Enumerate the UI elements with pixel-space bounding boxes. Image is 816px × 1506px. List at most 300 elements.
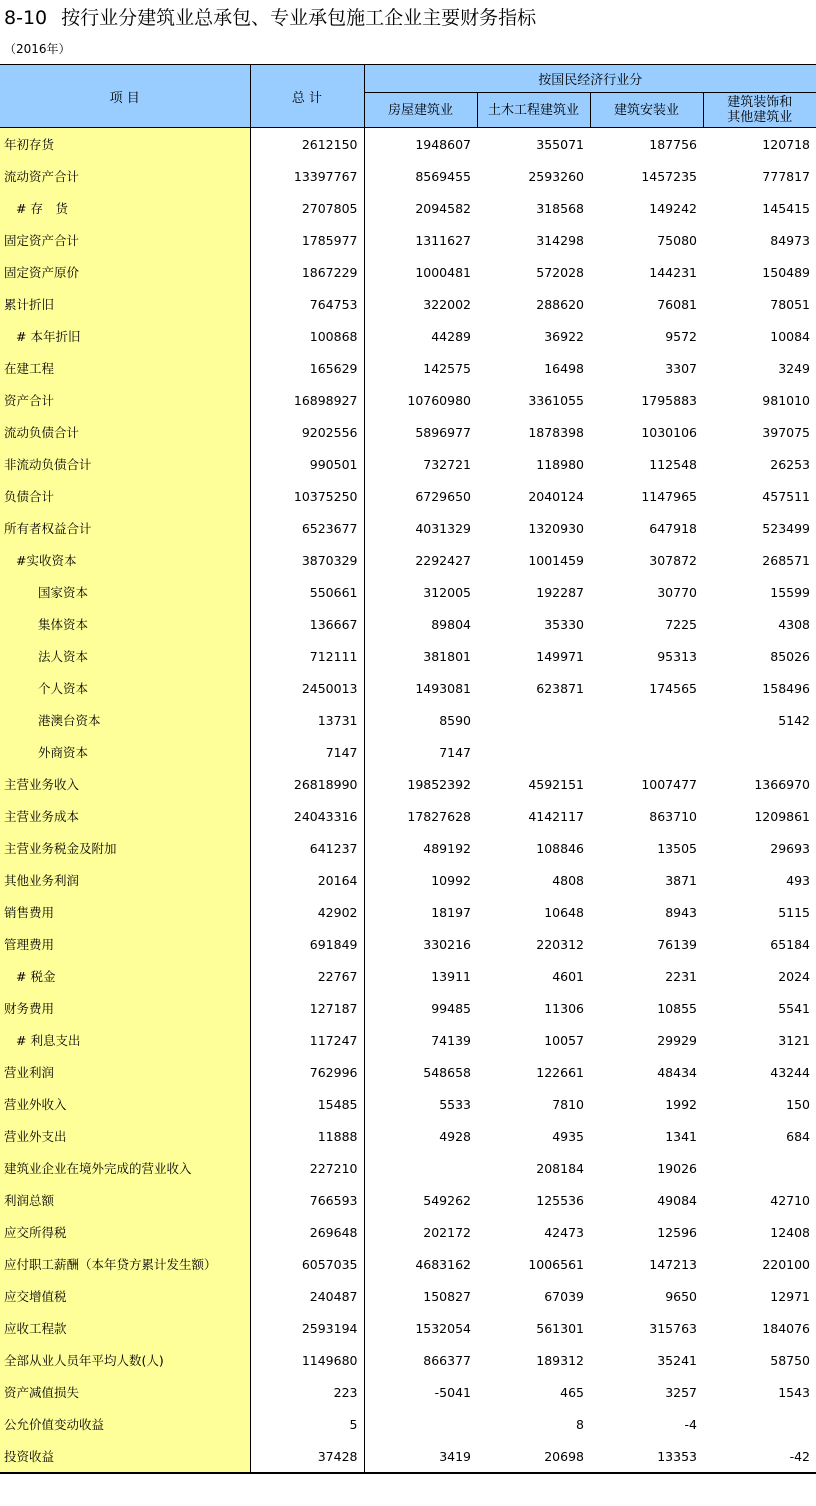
cell-decoration: 684 bbox=[786, 1128, 811, 1144]
row-label: 营业利润 bbox=[0, 1056, 250, 1088]
row-label: #实收资本 bbox=[0, 544, 250, 576]
cell-housing: -5041 bbox=[434, 1384, 471, 1400]
cell-installation: 1007477 bbox=[641, 776, 697, 792]
cell-total: 691849 bbox=[250, 928, 364, 960]
cell-decoration: 120718 bbox=[762, 136, 811, 152]
cell-housing: 4928 bbox=[439, 1128, 471, 1144]
cell-total: 26818990 bbox=[250, 768, 364, 800]
cell-total: 22767 bbox=[250, 960, 364, 992]
row-label: 主营业务成本 bbox=[0, 800, 250, 832]
cell-civil: 10648 bbox=[544, 904, 584, 920]
cell-total: 2612150 bbox=[250, 128, 364, 161]
cell-total: 1785977 bbox=[250, 224, 364, 256]
cell-civil bbox=[477, 704, 590, 736]
cell-housing: 44289 bbox=[431, 328, 471, 344]
cell-housing: 381801 bbox=[423, 648, 471, 664]
table-row bbox=[0, 320, 816, 352]
cell-civil: 16498 bbox=[544, 360, 584, 376]
cell-civil: 4935 bbox=[552, 1128, 584, 1144]
cell-decoration: 15599 bbox=[770, 584, 811, 600]
cell-civil: 1001459 bbox=[528, 552, 584, 568]
cell-decoration: 397075 bbox=[762, 424, 811, 440]
row-label: 管理费用 bbox=[0, 928, 250, 960]
cell-installation: 144231 bbox=[649, 264, 697, 280]
cell-total: 240487 bbox=[250, 1280, 364, 1312]
cell-housing: 866377 bbox=[423, 1352, 471, 1368]
cell-installation: 35241 bbox=[657, 1352, 697, 1368]
row-label: 投资收益 bbox=[0, 1440, 250, 1473]
cell-housing: 19852392 bbox=[407, 776, 471, 792]
row-label: 建筑业企业在境外完成的营业收入 bbox=[0, 1152, 250, 1184]
cell-decoration: 84973 bbox=[770, 232, 811, 248]
table-row bbox=[0, 352, 816, 384]
cell-total: 3870329 bbox=[250, 544, 364, 576]
row-label: 固定资产合计 bbox=[0, 224, 250, 256]
cell-civil: 118980 bbox=[536, 456, 584, 472]
cell-decoration: 58750 bbox=[770, 1352, 811, 1368]
cell-civil: 189312 bbox=[536, 1352, 584, 1368]
cell-civil: 10057 bbox=[544, 1032, 584, 1048]
cell-total: 24043316 bbox=[250, 800, 364, 832]
row-label: 销售费用 bbox=[0, 896, 250, 928]
table-row bbox=[0, 704, 816, 736]
cell-total: 6523677 bbox=[250, 512, 364, 544]
row-label: 利润总额 bbox=[0, 1184, 250, 1216]
cell-installation: 1341 bbox=[665, 1128, 697, 1144]
cell-installation bbox=[590, 736, 703, 768]
cell-total: 13397767 bbox=[250, 160, 364, 192]
cell-civil: 7810 bbox=[552, 1096, 584, 1112]
cell-civil: 20698 bbox=[477, 1440, 590, 1473]
row-label: 外商资本 bbox=[0, 736, 250, 768]
cell-decoration bbox=[703, 1152, 816, 1184]
cell-housing: 10760980 bbox=[407, 392, 471, 408]
cell-civil: 8 bbox=[576, 1416, 584, 1432]
cell-total: 762996 bbox=[250, 1056, 364, 1088]
cell-decoration: 12971 bbox=[770, 1288, 811, 1304]
row-label: 营业外支出 bbox=[0, 1120, 250, 1152]
table-row bbox=[0, 608, 816, 640]
cell-total: 13731 bbox=[250, 704, 364, 736]
cell-civil: 561301 bbox=[536, 1320, 584, 1336]
cell-installation: 29929 bbox=[657, 1032, 697, 1048]
cell-installation: 75080 bbox=[657, 232, 697, 248]
row-label: # 利息支出 bbox=[0, 1024, 250, 1056]
table-year: （2016年） bbox=[4, 42, 71, 56]
table-row bbox=[0, 1440, 816, 1473]
row-label: 非流动负债合计 bbox=[0, 448, 250, 480]
cell-decoration: 12408 bbox=[770, 1224, 811, 1240]
cell-civil: 67039 bbox=[544, 1288, 584, 1304]
cell-installation: 647918 bbox=[649, 520, 697, 536]
cell-total: 9202556 bbox=[250, 416, 364, 448]
cell-civil: 192287 bbox=[536, 584, 584, 600]
table-row bbox=[0, 128, 816, 161]
cell-civil: 208184 bbox=[536, 1160, 584, 1176]
cell-housing: 3419 bbox=[364, 1440, 477, 1473]
cell-total: 136667 bbox=[250, 608, 364, 640]
cell-decoration: 523499 bbox=[762, 520, 811, 536]
row-label: # 税金 bbox=[0, 960, 250, 992]
cell-housing: 1311627 bbox=[415, 232, 471, 248]
cell-civil: 11306 bbox=[544, 1000, 584, 1016]
row-label: 负债合计 bbox=[0, 480, 250, 512]
cell-decoration: -42 bbox=[703, 1440, 816, 1473]
header-total: 总 计 bbox=[250, 65, 364, 128]
table-row bbox=[0, 1088, 816, 1120]
cell-civil: 318568 bbox=[536, 200, 584, 216]
row-label: 港澳台资本 bbox=[0, 704, 250, 736]
cell-civil: 149971 bbox=[536, 648, 584, 664]
cell-civil: 42473 bbox=[544, 1224, 584, 1240]
table-header bbox=[0, 65, 816, 128]
cell-total: 20164 bbox=[250, 864, 364, 896]
cell-total: 766593 bbox=[250, 1184, 364, 1216]
table-row bbox=[0, 1248, 816, 1280]
cell-installation: 1457235 bbox=[641, 168, 697, 184]
cell-civil: 2593260 bbox=[528, 168, 584, 184]
cell-housing bbox=[364, 1408, 477, 1440]
cell-decoration bbox=[703, 736, 816, 768]
cell-installation: 112548 bbox=[649, 456, 697, 472]
table-row bbox=[0, 1280, 816, 1312]
cell-installation: 147213 bbox=[649, 1256, 697, 1272]
cell-housing: 8569455 bbox=[415, 168, 471, 184]
cell-installation: 1795883 bbox=[641, 392, 697, 408]
cell-housing: 4031329 bbox=[415, 520, 471, 536]
table-row bbox=[0, 576, 816, 608]
cell-decoration: 158496 bbox=[762, 680, 811, 696]
cell-housing: 74139 bbox=[431, 1032, 471, 1048]
cell-total: 641237 bbox=[250, 832, 364, 864]
cell-total: 117247 bbox=[250, 1024, 364, 1056]
financial-indicators-table bbox=[0, 64, 816, 1474]
row-label: 个人资本 bbox=[0, 672, 250, 704]
row-label: 主营业务税金及附加 bbox=[0, 832, 250, 864]
cell-civil: 36922 bbox=[544, 328, 584, 344]
table-row bbox=[0, 864, 816, 896]
cell-civil: 220312 bbox=[536, 936, 584, 952]
cell-installation: 187756 bbox=[649, 136, 697, 152]
table-row bbox=[0, 416, 816, 448]
cell-civil: 314298 bbox=[536, 232, 584, 248]
cell-installation: 149242 bbox=[649, 200, 697, 216]
cell-total: 764753 bbox=[250, 288, 364, 320]
header-civil: 土木工程建筑业 bbox=[477, 93, 590, 128]
header-item: 项 目 bbox=[0, 65, 250, 128]
table-row bbox=[0, 192, 816, 224]
table-row bbox=[0, 224, 816, 256]
table-row bbox=[0, 288, 816, 320]
table-row bbox=[0, 736, 816, 768]
cell-installation: 49084 bbox=[657, 1192, 697, 1208]
cell-installation: 2231 bbox=[665, 968, 697, 984]
cell-decoration: 268571 bbox=[762, 552, 811, 568]
cell-installation: 76081 bbox=[657, 296, 697, 312]
table-row bbox=[0, 992, 816, 1024]
cell-total: 127187 bbox=[250, 992, 364, 1024]
row-label: 所有者权益合计 bbox=[0, 512, 250, 544]
row-label: 全部从业人员年平均人数(人) bbox=[0, 1344, 250, 1376]
cell-civil: 465 bbox=[560, 1384, 584, 1400]
cell-decoration: 65184 bbox=[770, 936, 811, 952]
table-row bbox=[0, 1344, 816, 1376]
cell-decoration: 5142 bbox=[778, 712, 811, 728]
cell-installation: 48434 bbox=[657, 1064, 697, 1080]
table-row bbox=[0, 256, 816, 288]
cell-civil: 35330 bbox=[544, 616, 584, 632]
cell-decoration: 42710 bbox=[770, 1192, 811, 1208]
table-row bbox=[0, 1184, 816, 1216]
cell-installation: 863710 bbox=[649, 808, 697, 824]
row-label: 其他业务利润 bbox=[0, 864, 250, 896]
cell-civil: 288620 bbox=[536, 296, 584, 312]
cell-decoration: 981010 bbox=[762, 392, 811, 408]
cell-installation: 174565 bbox=[649, 680, 697, 696]
cell-housing: 548658 bbox=[423, 1064, 471, 1080]
cell-civil: 4601 bbox=[552, 968, 584, 984]
cell-installation: 1992 bbox=[665, 1096, 697, 1112]
cell-housing: 5533 bbox=[439, 1096, 471, 1112]
cell-installation: 3307 bbox=[665, 360, 697, 376]
table-row bbox=[0, 768, 816, 800]
table-row bbox=[0, 1152, 816, 1184]
table-row bbox=[0, 1312, 816, 1344]
header-housing: 房屋建筑业 bbox=[364, 93, 477, 128]
cell-installation: 9572 bbox=[665, 328, 697, 344]
cell-housing: 8590 bbox=[439, 712, 471, 728]
cell-housing: 150827 bbox=[423, 1288, 471, 1304]
cell-housing: 99485 bbox=[431, 1000, 471, 1016]
cell-decoration: 78051 bbox=[770, 296, 811, 312]
cell-total: 1149680 bbox=[250, 1344, 364, 1376]
cell-civil: 3361055 bbox=[528, 392, 584, 408]
cell-civil: 125536 bbox=[536, 1192, 584, 1208]
row-label: 累计折旧 bbox=[0, 288, 250, 320]
cell-installation: 3257 bbox=[665, 1384, 697, 1400]
table-row bbox=[0, 544, 816, 576]
cell-total: 223 bbox=[250, 1376, 364, 1408]
cell-housing: 18197 bbox=[431, 904, 471, 920]
row-label: 流动资产合计 bbox=[0, 160, 250, 192]
cell-housing: 312005 bbox=[423, 584, 471, 600]
cell-decoration: 5115 bbox=[778, 904, 811, 920]
cell-civil bbox=[477, 736, 590, 768]
table-number: 8-10 bbox=[4, 7, 48, 29]
cell-decoration: 85026 bbox=[770, 648, 811, 664]
cell-decoration: 3249 bbox=[778, 360, 811, 376]
row-label: 流动负债合计 bbox=[0, 416, 250, 448]
cell-housing: 1532054 bbox=[415, 1320, 471, 1336]
row-label: 年初存货 bbox=[0, 128, 250, 161]
row-label: 法人资本 bbox=[0, 640, 250, 672]
row-label: 营业外收入 bbox=[0, 1088, 250, 1120]
cell-civil: 108846 bbox=[536, 840, 584, 856]
cell-housing: 202172 bbox=[423, 1224, 471, 1240]
cell-total: 6057035 bbox=[250, 1248, 364, 1280]
cell-decoration: 10084 bbox=[770, 328, 811, 344]
cell-civil: 4808 bbox=[552, 872, 584, 888]
table-row bbox=[0, 160, 816, 192]
cell-housing: 7147 bbox=[439, 744, 471, 760]
table-row bbox=[0, 1024, 816, 1056]
cell-decoration: 1209861 bbox=[754, 808, 811, 824]
cell-decoration: 4308 bbox=[778, 616, 811, 632]
header-installation: 建筑安装业 bbox=[590, 93, 703, 128]
cell-decoration: 29693 bbox=[770, 840, 811, 856]
cell-total: 2593194 bbox=[250, 1312, 364, 1344]
table-row bbox=[0, 1408, 816, 1440]
cell-housing: 142575 bbox=[423, 360, 471, 376]
cell-civil: 572028 bbox=[536, 264, 584, 280]
row-label: 应交所得税 bbox=[0, 1216, 250, 1248]
cell-housing: 549262 bbox=[423, 1192, 471, 1208]
row-label: 应交增值税 bbox=[0, 1280, 250, 1312]
cell-installation: 315763 bbox=[649, 1320, 697, 1336]
table-row bbox=[0, 640, 816, 672]
row-label: 资产减值损失 bbox=[0, 1376, 250, 1408]
cell-installation: 9650 bbox=[665, 1288, 697, 1304]
cell-installation: 76139 bbox=[657, 936, 697, 952]
cell-housing: 1948607 bbox=[415, 136, 471, 152]
table-row bbox=[0, 800, 816, 832]
row-label: 公允价值变动收益 bbox=[0, 1408, 250, 1440]
cell-civil: 4142117 bbox=[528, 808, 584, 824]
cell-decoration: 150489 bbox=[762, 264, 811, 280]
table-body bbox=[0, 128, 816, 1474]
cell-installation: 10855 bbox=[657, 1000, 697, 1016]
table-row bbox=[0, 928, 816, 960]
cell-housing: 732721 bbox=[423, 456, 471, 472]
cell-total: 42902 bbox=[250, 896, 364, 928]
table-row bbox=[0, 1216, 816, 1248]
cell-civil: 4592151 bbox=[528, 776, 584, 792]
table-row bbox=[0, 1376, 816, 1408]
cell-housing bbox=[364, 1152, 477, 1184]
cell-installation: 30770 bbox=[657, 584, 697, 600]
cell-installation: 1147965 bbox=[641, 488, 697, 504]
header-industry-group: 按国民经济行业分 bbox=[364, 65, 816, 93]
table-row bbox=[0, 672, 816, 704]
cell-total: 100868 bbox=[250, 320, 364, 352]
cell-decoration: 1366970 bbox=[754, 776, 811, 792]
cell-decoration: 1543 bbox=[778, 1384, 811, 1400]
row-label: 财务费用 bbox=[0, 992, 250, 1024]
cell-installation: 1030106 bbox=[641, 424, 697, 440]
header-decoration: 建筑装饰和 其他建筑业 bbox=[703, 93, 816, 128]
cell-total: 712111 bbox=[250, 640, 364, 672]
cell-housing: 330216 bbox=[423, 936, 471, 952]
cell-installation: 19026 bbox=[657, 1160, 697, 1176]
row-label: 集体资本 bbox=[0, 608, 250, 640]
cell-total: 15485 bbox=[250, 1088, 364, 1120]
cell-civil: 623871 bbox=[536, 680, 584, 696]
cell-installation: 13353 bbox=[590, 1440, 703, 1473]
cell-decoration: 5541 bbox=[778, 1000, 811, 1016]
cell-installation: 307872 bbox=[649, 552, 697, 568]
row-label: # 存 货 bbox=[0, 192, 250, 224]
cell-decoration: 777817 bbox=[762, 168, 811, 184]
cell-installation bbox=[590, 704, 703, 736]
cell-decoration: 145415 bbox=[762, 200, 811, 216]
cell-total: 16898927 bbox=[250, 384, 364, 416]
table-row bbox=[0, 384, 816, 416]
cell-civil: 122661 bbox=[536, 1064, 584, 1080]
cell-total: 7147 bbox=[250, 736, 364, 768]
row-label: 固定资产原价 bbox=[0, 256, 250, 288]
cell-total: 227210 bbox=[250, 1152, 364, 1184]
cell-installation: 7225 bbox=[665, 616, 697, 632]
cell-housing: 17827628 bbox=[407, 808, 471, 824]
cell-decoration: 220100 bbox=[762, 1256, 811, 1272]
row-label: 在建工程 bbox=[0, 352, 250, 384]
table-row bbox=[0, 1120, 816, 1152]
cell-total: 165629 bbox=[250, 352, 364, 384]
cell-decoration bbox=[703, 1408, 816, 1440]
cell-total: 37428 bbox=[250, 1440, 364, 1473]
cell-housing: 2094582 bbox=[415, 200, 471, 216]
cell-decoration: 3121 bbox=[778, 1032, 811, 1048]
cell-housing: 489192 bbox=[423, 840, 471, 856]
cell-housing: 6729650 bbox=[415, 488, 471, 504]
cell-total: 11888 bbox=[250, 1120, 364, 1152]
cell-installation: 95313 bbox=[657, 648, 697, 664]
cell-decoration: 150 bbox=[786, 1096, 811, 1112]
cell-civil: 1320930 bbox=[528, 520, 584, 536]
cell-total: 550661 bbox=[250, 576, 364, 608]
cell-housing: 10992 bbox=[431, 872, 471, 888]
table-row bbox=[0, 448, 816, 480]
cell-decoration: 26253 bbox=[770, 456, 811, 472]
cell-housing: 322002 bbox=[423, 296, 471, 312]
cell-housing: 4683162 bbox=[415, 1256, 471, 1272]
cell-civil: 1878398 bbox=[528, 424, 584, 440]
cell-decoration: 457511 bbox=[762, 488, 811, 504]
cell-housing: 2292427 bbox=[415, 552, 471, 568]
cell-total: 1867229 bbox=[250, 256, 364, 288]
table-title-text: 按行业分建筑业总承包、专业承包施工企业主要财务指标 bbox=[61, 7, 537, 29]
cell-housing: 5896977 bbox=[415, 424, 471, 440]
cell-installation: 12596 bbox=[657, 1224, 697, 1240]
cell-civil: 1006561 bbox=[528, 1256, 584, 1272]
cell-installation: 3871 bbox=[665, 872, 697, 888]
cell-housing: 13911 bbox=[431, 968, 471, 984]
cell-decoration: 43244 bbox=[770, 1064, 811, 1080]
cell-total: 2707805 bbox=[250, 192, 364, 224]
cell-decoration: 2024 bbox=[778, 968, 811, 984]
cell-housing: 89804 bbox=[431, 616, 471, 632]
cell-installation: -4 bbox=[684, 1416, 697, 1432]
cell-total: 2450013 bbox=[250, 672, 364, 704]
cell-housing: 1000481 bbox=[415, 264, 471, 280]
cell-civil: 2040124 bbox=[528, 488, 584, 504]
row-label: 应付职工薪酬（本年贷方累计发生额） bbox=[0, 1248, 250, 1280]
table-title bbox=[4, 4, 536, 32]
row-label: 国家资本 bbox=[0, 576, 250, 608]
table-row bbox=[0, 960, 816, 992]
cell-total: 269648 bbox=[250, 1216, 364, 1248]
row-label: # 本年折旧 bbox=[0, 320, 250, 352]
table-row bbox=[0, 896, 816, 928]
row-label: 应收工程款 bbox=[0, 1312, 250, 1344]
table-row bbox=[0, 832, 816, 864]
cell-civil: 355071 bbox=[536, 136, 584, 152]
cell-decoration: 493 bbox=[786, 872, 811, 888]
cell-installation: 8943 bbox=[665, 904, 697, 920]
cell-total: 10375250 bbox=[250, 480, 364, 512]
cell-decoration: 184076 bbox=[762, 1320, 811, 1336]
row-label: 主营业务收入 bbox=[0, 768, 250, 800]
